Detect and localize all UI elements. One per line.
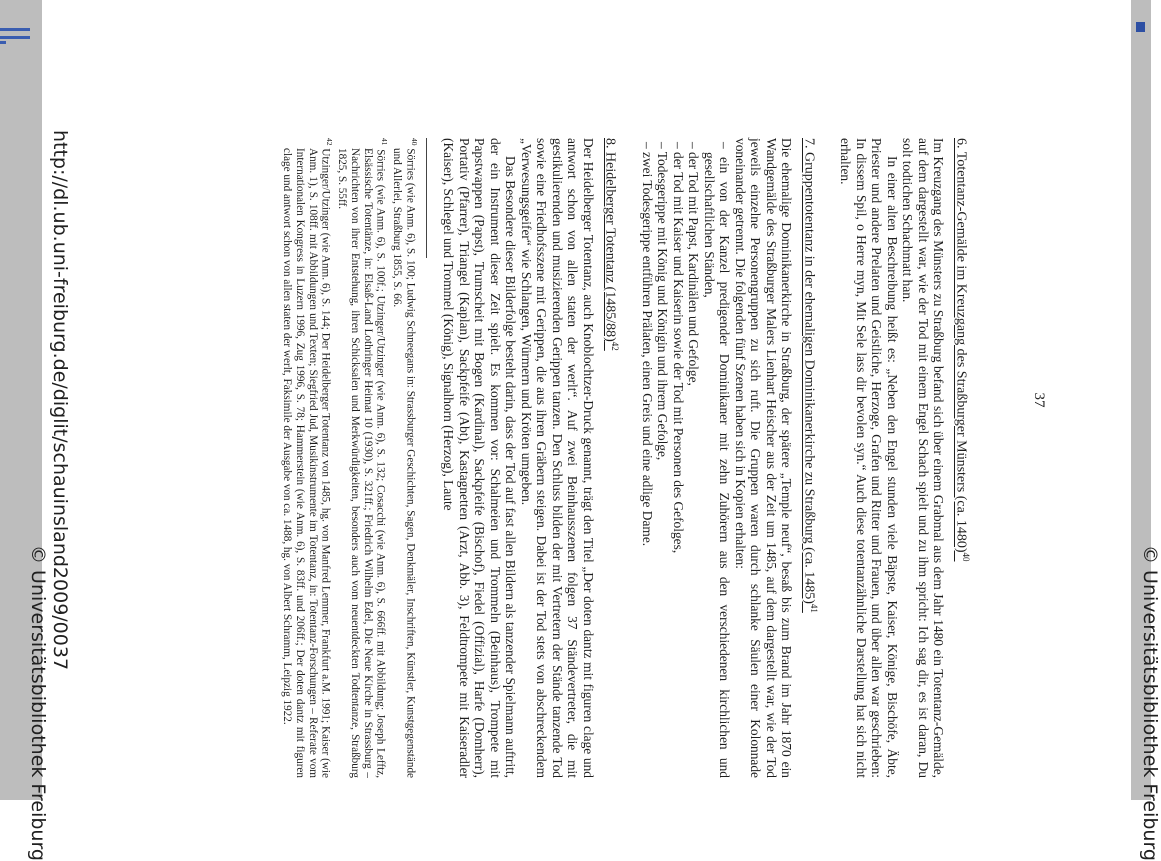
section-7-note-ref: 41 (808, 603, 819, 613)
list-item: – der Tod mit Papst, Kardinälen und Gefolge, (686, 142, 702, 386)
footnote-text: Sörries (wie Anm. 6), S. 100f.; Utzinger/Utzinger (wie Anm. 6), S. 132; Cosacchi (wie Anm. 6), S. 666ff. mit Abbildung; Joseph Lefftz, Elsässische Totentänze, in: Elsaß-Land Lothringer Heimat 10 (1930), S. 321ff.; Friedrich Wilhelm Edel, Die Neue Kirche in Strassburg – Nachrichten von ihrer Entstehung, ihren Schicksalen und Merkwürdigkeiten, besonders auch vom neuentdeckten Todtentanze, Straßburg 1825, S. 55ff. (336, 148, 387, 779)
section-6-note-ref: 40 (961, 552, 971, 562)
footnote-number: 42 (325, 138, 335, 146)
section-8-paragraph-1: Der Heidelberger Totentanz, auch Knoblochtzer-Druck genannt, trägt den Titel „Der doten dantz mit figuren clage und antwort schon von allen staten der werlt“. Auf zwei Beinhausszenen folgen 37 Ständevertreter, die mit gestikulierenden und musizierenden Gerippen tanzen. Den Schluss bilden der mit Vertretern der Stände tanzende Tod sowie eine Friedhofsszene mit Gerippen, die aus ihren Gräbern steigen. Dabei ist der Tod stets von abschreckendem „Verwesungsgeifer“ wie Schlangen, Würmern und Kröten umgeben. (518, 138, 596, 778)
list-item: – ein von der Kanzel predigender Dominikaner mit zehn Zuhörern aus den verschiedenen kirchlichen und gesellschaftlichen Ständen, (701, 142, 733, 778)
footnote-text: Utzinger/Utzinger (wie Anm. 6), S. 144; Der Heidelberger Totentanz von 1485, hg. von Manfred Lemmer, Frankfurt a.M. 1991; Kaiser (wie Anm. 1), S. 108ff. mit Abbildungen und Texten; Siegfried Jud, Musikinstrumente im Totentanz, in: Totentanz-Forschungen – Referate vom Internationalen Kongress in Luzern 1996, Zug 1996, S. 78; Hammerstein (wie Anm. 6), S. 83ff. und 206ff.; Der doten dantz mit figuren clage und antwort schon von allen staten der werlt, Faksimile der Ausgabe von ca. 1488, hg. von Albert Schramm, Leipzig 1922. (281, 148, 332, 779)
list-item: – Todesgerippe mit König und Königin und ihrem Gefolge, (655, 142, 671, 461)
footnote-text: Sörries (wie Anm. 6), S. 100; Ludwig Schneegans in: Strassburger Geschichten, Sagen, Denkmäler, Inschriften, Künstler, Kunstgegenstände und Allerlei, Straßburg 1855, S. 66. (391, 148, 416, 779)
section-6 (280, 138, 974, 778)
footnote-number: 40 (409, 138, 419, 146)
footnote-40 (390, 138, 419, 778)
section-6-heading (952, 138, 974, 778)
watermark-copyright-bottom: © Universitätsbibliothek Freiburg (27, 545, 49, 861)
footnote-41 (335, 138, 390, 778)
section-6-paragraph-1: Im Kreuzgang des Münsters zu Straßburg befand sich über einem Grabmal aus dem Jahr 1480 ein Totentanz-Gemälde, auf dem dargestellt war, wie der Tod mit einem Engel Schach spielt und zu ihm spricht: Ich sag dir, es ist daran, Du solt todtichen Schachmatt han. (900, 138, 947, 778)
section-8-note-ref: 42 (610, 341, 621, 351)
section-8-heading (602, 138, 624, 778)
list-item: – der Tod mit Kaiser und Kaiserin sowie der Tod mit Personen des Gefolges, (670, 142, 686, 554)
footnote-42 (280, 138, 335, 778)
section-6-paragraph-2: In einer alten Beschreibung heißt es: „Neben den Engel stunden viele Bäpste, Kaiser, Könige, Bischöfe, Äbte, Priester und andere Prelaten und Geistliche, Herzoge, Grafen und Ritter und Frauen, und über allen war geschrieben: In dissem Spil, o Herre myn, Mit Sele lass dir bevolen syn.“ Auch diese totentanzähnliche Darstellung hat sich nicht erhalten. (838, 138, 900, 778)
list-item: – zwei Todesgerippe entführen Prälaten, einen Greis und eine adlige Dame. (639, 142, 655, 547)
section-6-heading-text: 6. Totentanz-Gemälde im Kreuzgang des Straßburger Münsters (ca. 1480) (953, 138, 969, 553)
section-8-heading-text: 8. Heidelberger Totentanz (1485/88) (602, 138, 618, 342)
watermark-copyright-top: © Universitätsbibliothek Freiburg (1139, 545, 1161, 861)
footnote-number: 41 (380, 138, 390, 146)
section-7-paragraph-1: Die ehemalige Dominikanerkirche in Straßburg, der spätere „Temple neuf“, besaß bis zum Brand im Jahr 1870 ein Wandgemälde des Straßburger Malers Lienhart Heischer aus der Zeit um 1485, auf dem dargestellt war, wie der Tod jeweils einzelne Personengruppen zu sich ruft. Die Gruppen waren durch schlanke Säulen einer Kolonnade voneinander getrennt. Die folgenden fünf Szenen haben sich in Kopien erhalten: (732, 138, 795, 778)
section-8-paragraph-2: Das Besondere dieser Bilderfolge besteht darin, dass der Tod auf fast allen Bildern als tanzender Spielmann auftritt, der ein Instrument dieser Zeit spielt. Es kommen vor: Schalmeien und Trommeln (Beinhaus), Trompete mit Papstwappen (Papst), Trumscheit mit Bogen (Kardinal), Sackpfeife (Bischof), Fiedel (Offizial), Harfe (Domherr), Portativ (Pfarrer), Triangel (Kaplan), Sackpfeife (Abt), Kastagnetten (Arzt, Abb. 3), Feldtrompete mit Kaiseradler (Kaiser), Schlegel und Trommel (König), Signalhorn (Herzog), Laute (441, 138, 519, 778)
section-7-heading (800, 138, 822, 778)
watermark-url[interactable]: http://dl.ub.uni-freiburg.de/diglit/schauinsland2009/0037 (49, 129, 71, 671)
footnote-divider (426, 138, 427, 258)
page-number: 37 (1031, 392, 1047, 408)
section-7-heading-text: 7. Gruppentotentanz in der ehemaligen Dominikanerkirche zu Straßburg (ca. 1485) (801, 138, 817, 604)
